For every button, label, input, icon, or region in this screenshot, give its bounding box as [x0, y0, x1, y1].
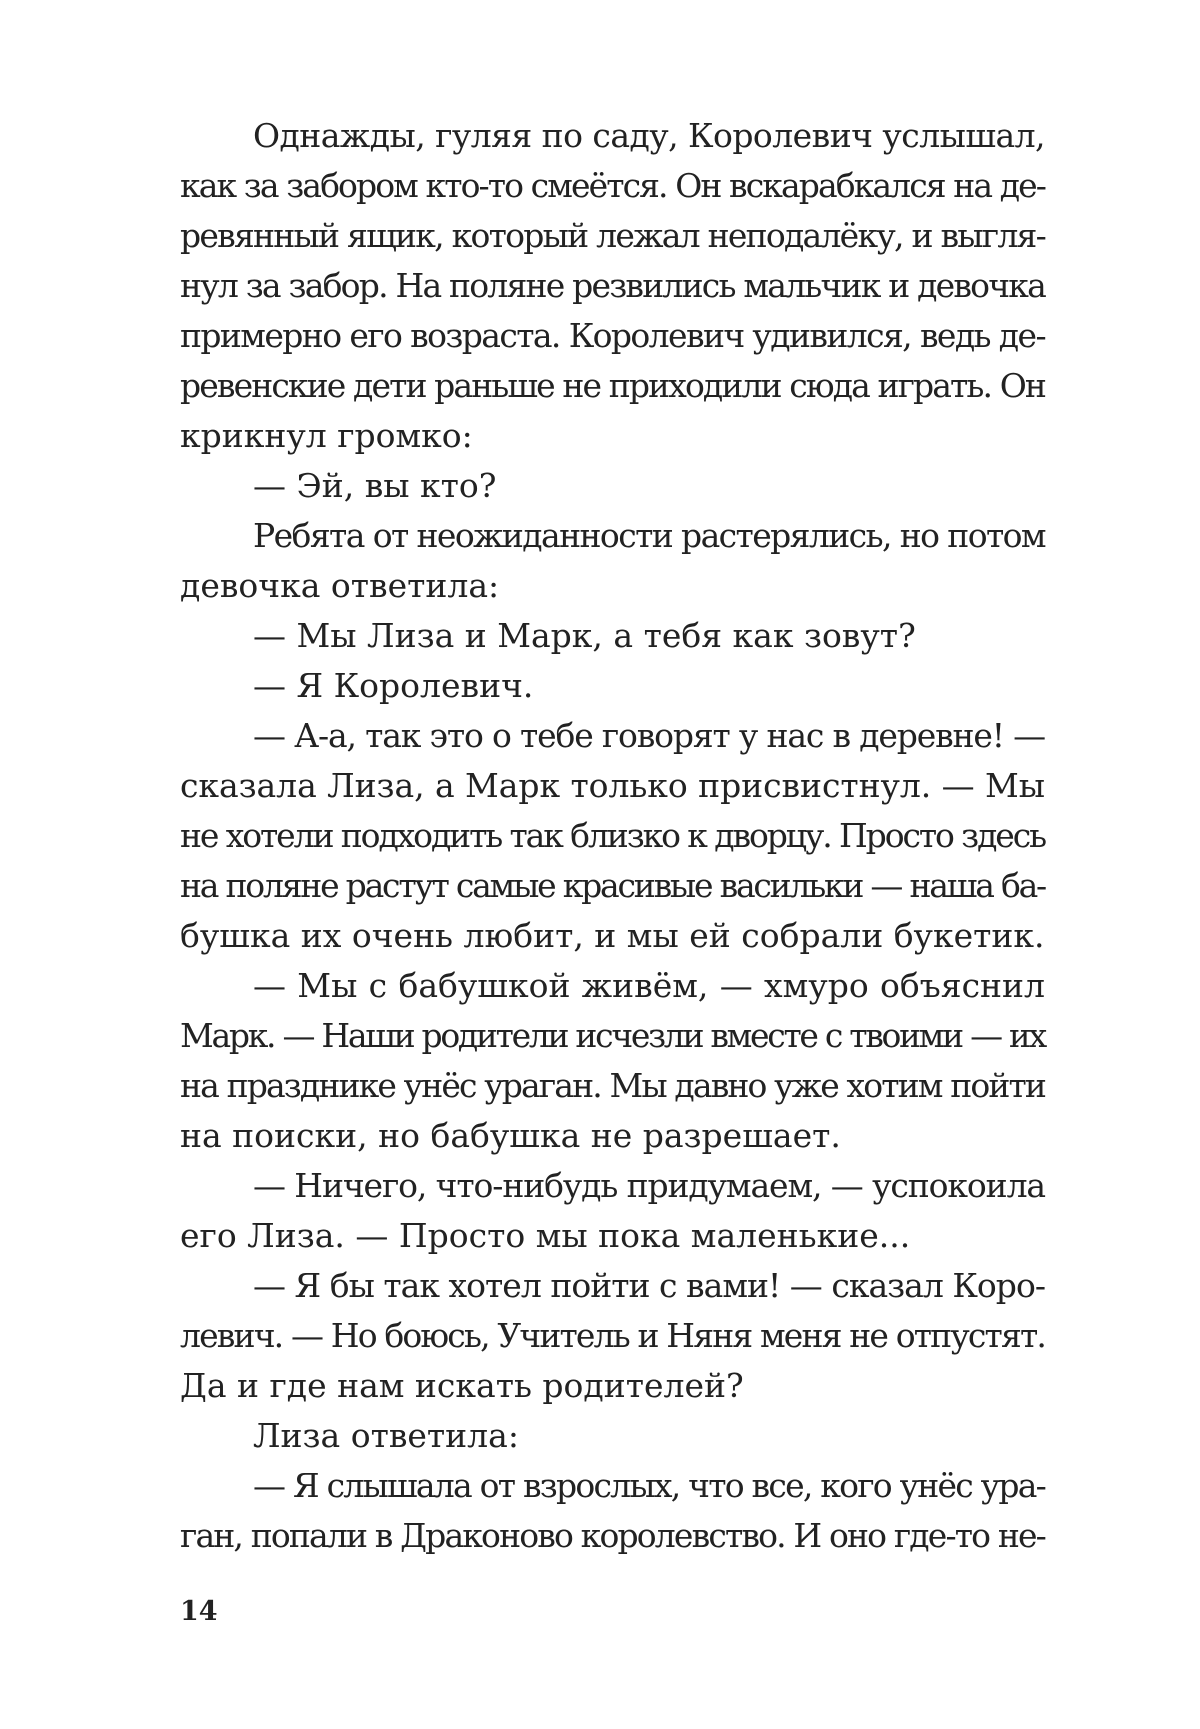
text-line: — Ничего, что-нибудь придумаем, — успокоила — [253, 1166, 1045, 1205]
text-line: Лиза ответила: — [253, 1416, 519, 1455]
text-line: — Я Королевич. — [253, 666, 534, 705]
text-line: не хотели подходить так близко к дворцу. Просто здесь — [180, 816, 1045, 855]
text-line: его Лиза. — Просто мы пока маленькие... — [180, 1216, 911, 1255]
text-line: левич. — Но боюсь, Учитель и Няня меня не отпустят. — [180, 1316, 1045, 1355]
text-line: крикнул громко: — [180, 416, 473, 455]
text-line: Однажды, гуляя по саду, Королевич услышал, — [253, 116, 1046, 155]
text-line: бушка их очень любит, и мы ей собрали букетик. — [180, 916, 1045, 955]
page-number: 14 — [180, 1596, 218, 1627]
text-line: — Мы с бабушкой живём, — хмуро объяснил — [253, 966, 1045, 1005]
text-line: на поляне растут самые красивые васильки — наша ба- — [180, 866, 1045, 905]
text-line: примерно его возраста. Королевич удивился, ведь де- — [180, 316, 1045, 355]
text-line: — А-а, так это о тебе говорят у нас в деревне! — — [253, 716, 1045, 755]
text-line: ревенские дети раньше не приходили сюда играть. Он — [180, 366, 1045, 405]
text-line: девочка ответила: — [180, 566, 500, 605]
text-line: на празднике унёс ураган. Мы давно уже хотим пойти — [180, 1066, 1045, 1105]
text-line: как за забором кто-то смеётся. Он вскарабкался на де- — [180, 166, 1045, 205]
text-line: ган, попали в Драконово королевство. И оно где-то не- — [180, 1516, 1045, 1555]
text-line: — Эй, вы кто? — [253, 466, 497, 505]
text-line: Ребята от неожиданности растерялись, но потом — [253, 516, 1046, 555]
text-line: нул за забор. На поляне резвились мальчик и девочка — [180, 266, 1045, 305]
text-line: Да и где нам искать родителей? — [180, 1366, 744, 1405]
text-line: — Мы Лиза и Марк, а тебя как зовут? — [253, 616, 916, 655]
text-line: — Я слышала от взрослых, что все, кого унёс ура- — [253, 1466, 1045, 1505]
body-text — [180, 111, 1045, 1561]
text-line: ревянный ящик, который лежал неподалёку, и выгля- — [180, 216, 1045, 255]
text-line: на поиски, но бабушка не разрешает. — [180, 1116, 841, 1155]
text-line: — Я бы так хотел пойти с вами! — сказал Коро- — [253, 1266, 1045, 1305]
text-line: Марк. — Наши родители исчезли вместе с твоими — их — [180, 1016, 1045, 1055]
text-line: сказала Лиза, а Марк только присвистнул. — Мы — [180, 766, 1045, 805]
